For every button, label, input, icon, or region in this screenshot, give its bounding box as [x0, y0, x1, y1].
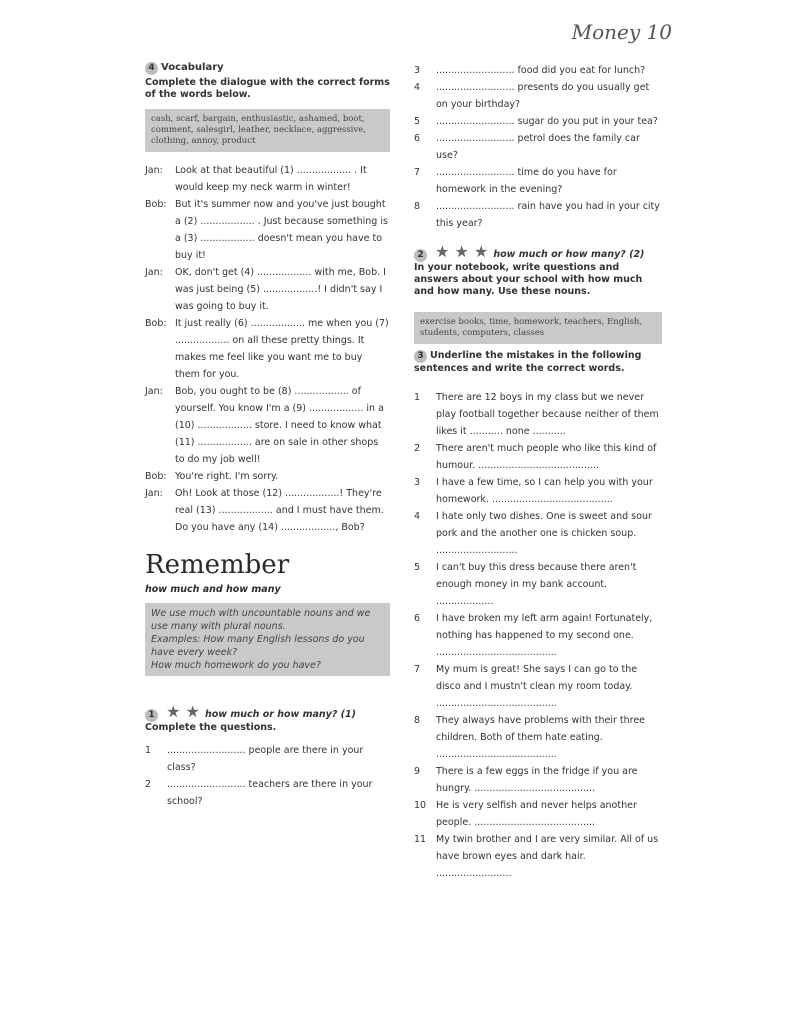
remember-box: [145, 603, 390, 676]
vocabulary-title: Vocabulary: [161, 62, 224, 73]
question-number: 2: [414, 443, 421, 454]
question-text[interactable]: I can't buy this dress because there aren't enough money in my bank account. ...................: [436, 562, 637, 607]
dialogue-text: Look at that beautiful (1) .................. . It would keep my neck warm in winter!: [175, 165, 367, 193]
exercise-3-title: Underline the mistakes in the following sentences and write the correct words.: [414, 350, 642, 374]
dialogue-line: [145, 196, 390, 264]
question-number: 3: [414, 65, 421, 76]
question-text[interactable]: .......................... presents do you usually get on your birthday?: [436, 82, 650, 110]
question-text[interactable]: My twin brother and I are very similar. All of us have brown eyes and dark hair. .........................: [436, 834, 659, 879]
question-item: [414, 198, 662, 232]
speaker: Jan:: [145, 165, 163, 176]
right-column: [414, 62, 662, 882]
question-item: [414, 508, 662, 559]
difficulty-stars: ★ ★: [166, 702, 200, 721]
question-text[interactable]: .......................... rain have you had in your city this year?: [436, 201, 660, 229]
speaker: Jan:: [145, 488, 163, 499]
question-number: 9: [414, 766, 421, 777]
dialogue-line: [145, 485, 390, 536]
question-text[interactable]: .......................... sugar do you put in your tea?: [436, 116, 658, 127]
exercise-number: 3: [414, 350, 427, 363]
question-text[interactable]: .......................... time do you have for homework in the evening?: [436, 167, 617, 195]
question-item: [414, 113, 662, 130]
speaker: Jan:: [145, 386, 163, 397]
exercise-1-instruction: Complete the questions.: [145, 722, 277, 733]
dialogue-text: But it's summer now and you've just bought a (2) .................. . Just because something is a (3) .................. doesn't mean you have to buy it!: [175, 199, 388, 261]
vocabulary-word-box: cash, scarf, bargain, enthusiastic, ashamed, boot, comment, salesgirl, leather, necklace, aggressive, clothing, annoy, product: [145, 109, 390, 152]
question-number: 8: [414, 715, 421, 726]
question-item: [414, 831, 662, 882]
question-item: [414, 62, 662, 79]
question-number: 1: [145, 745, 152, 756]
exercise-number: 2: [414, 249, 427, 262]
question-number: 11: [414, 834, 427, 845]
question-item: [414, 164, 662, 198]
question-text[interactable]: I have a few time, so I can help you with your homework. ........................................: [436, 477, 653, 505]
dialogue-line: [145, 315, 390, 383]
speaker: Bob:: [145, 471, 167, 482]
page-header: Money 10: [571, 20, 672, 44]
remember-line: We use much with uncountable nouns and we use many with plural nouns.: [151, 608, 371, 632]
question-number: 6: [414, 613, 421, 624]
question-number: 1: [414, 392, 421, 403]
question-text[interactable]: .......................... petrol does the family car use?: [436, 133, 640, 161]
exercise-1-heading: [145, 702, 390, 722]
question-text[interactable]: He is very selfish and never helps another people. ........................................: [436, 800, 637, 828]
exercise-2-heading: [414, 242, 662, 262]
question-text[interactable]: I have broken my left arm again! Fortunately, nothing has happened to my second one. ........................................: [436, 613, 653, 658]
exercise-2-title: how much or how many? (2): [493, 249, 645, 260]
exercise-number: 1: [145, 709, 158, 722]
dialogue-line: [145, 468, 390, 485]
question-text[interactable]: .......................... teachers are there in your school?: [167, 779, 373, 807]
question-number: 5: [414, 562, 421, 573]
question-item: [145, 776, 390, 810]
section-number: 4: [145, 62, 158, 75]
question-text[interactable]: There aren't much people who like this kind of humour. ........................................: [436, 443, 657, 471]
question-item: [145, 742, 390, 776]
question-number: 3: [414, 477, 421, 488]
exercise-2-word-box: exercise books, time, homework, teachers, English, students, computers, classes: [414, 312, 662, 344]
vocabulary-heading: [145, 62, 390, 75]
vocabulary-instruction: Complete the dialogue with the correct forms of the words below.: [145, 77, 390, 100]
question-number: 7: [414, 664, 421, 675]
question-text[interactable]: My mum is great! She says I can go to the disco and I mustn't clean my room today. ........................................: [436, 664, 638, 709]
exercise-3-list: [414, 389, 662, 882]
question-text[interactable]: They always have problems with their three children. Both of them hate eating. ........................................: [436, 715, 646, 760]
exercise-1-title: how much or how many? (1): [204, 709, 356, 720]
question-number: 4: [414, 82, 421, 93]
question-item: [414, 661, 662, 712]
question-item: [414, 130, 662, 164]
dialogue-text: You're right. I'm sorry.: [175, 471, 279, 482]
question-item: [414, 474, 662, 508]
dialogue-line: [145, 383, 390, 468]
question-text[interactable]: There is a few eggs in the fridge if you are hungry. ........................................: [436, 766, 638, 794]
remember-title: Remember: [145, 550, 290, 580]
dialogue-line: [145, 162, 390, 196]
remember-line: How much homework do you have?: [151, 660, 321, 671]
question-text[interactable]: .......................... food did you eat for lunch?: [436, 65, 646, 76]
speaker: Bob:: [145, 199, 167, 210]
question-text[interactable]: There are 12 boys in my class but we never play football together because neither of them likes it ........... none ...........: [436, 392, 659, 437]
dialogue-line: [145, 264, 390, 315]
dialogue-text: It just really (6) .................. me when you (7) .................. on all these pretty things. It makes me feel like you want me to buy them for you.: [175, 318, 389, 380]
question-number: 7: [414, 167, 421, 178]
question-text[interactable]: I hate only two dishes. One is sweet and sour pork and the another one is chicken soup. ...........................: [436, 511, 652, 556]
question-text[interactable]: .......................... people are there in your class?: [167, 745, 364, 773]
remember-line: Examples: How many English lessons do you have every week?: [151, 634, 365, 658]
exercise-2-instruction: In your notebook, write questions and answers about your school with how much and how many. Use these nouns.: [414, 262, 643, 297]
question-item: [414, 389, 662, 440]
dialogue: [145, 162, 390, 536]
dialogue-text: OK, don't get (4) .................. with me, Bob. I was just being (5) ..................! I didn't say I was going to buy it.: [175, 267, 386, 312]
dialogue-text: Oh! Look at those (12) ..................! They're real (13) .................. and I must have them. Do you have any (14) .................., Bob?: [175, 488, 384, 533]
question-item: [414, 763, 662, 797]
question-item: [414, 559, 662, 610]
left-column: [145, 62, 390, 810]
question-number: 10: [414, 800, 427, 811]
question-item: [414, 79, 662, 113]
question-number: 6: [414, 133, 421, 144]
exercise-1-list-a: [145, 742, 390, 810]
question-number: 4: [414, 511, 421, 522]
question-item: [414, 440, 662, 474]
question-number: 2: [145, 779, 152, 790]
question-item: [414, 712, 662, 763]
remember-subtitle: how much and how many: [145, 584, 281, 595]
question-number: 5: [414, 116, 421, 127]
speaker: Jan:: [145, 267, 163, 278]
speaker: Bob:: [145, 318, 167, 329]
exercise-3-heading: [414, 350, 662, 375]
difficulty-stars: ★ ★ ★: [435, 242, 489, 261]
question-item: [414, 797, 662, 831]
exercise-1-list-b: [414, 62, 662, 232]
dialogue-text: Bob, you ought to be (8) .................. of yourself. You know I'm a (9) .................. in a (10) .................. store. I need to know what (11) .................. are on sale in other shops to do my job well!: [175, 386, 384, 465]
question-item: [414, 610, 662, 661]
question-number: 8: [414, 201, 421, 212]
